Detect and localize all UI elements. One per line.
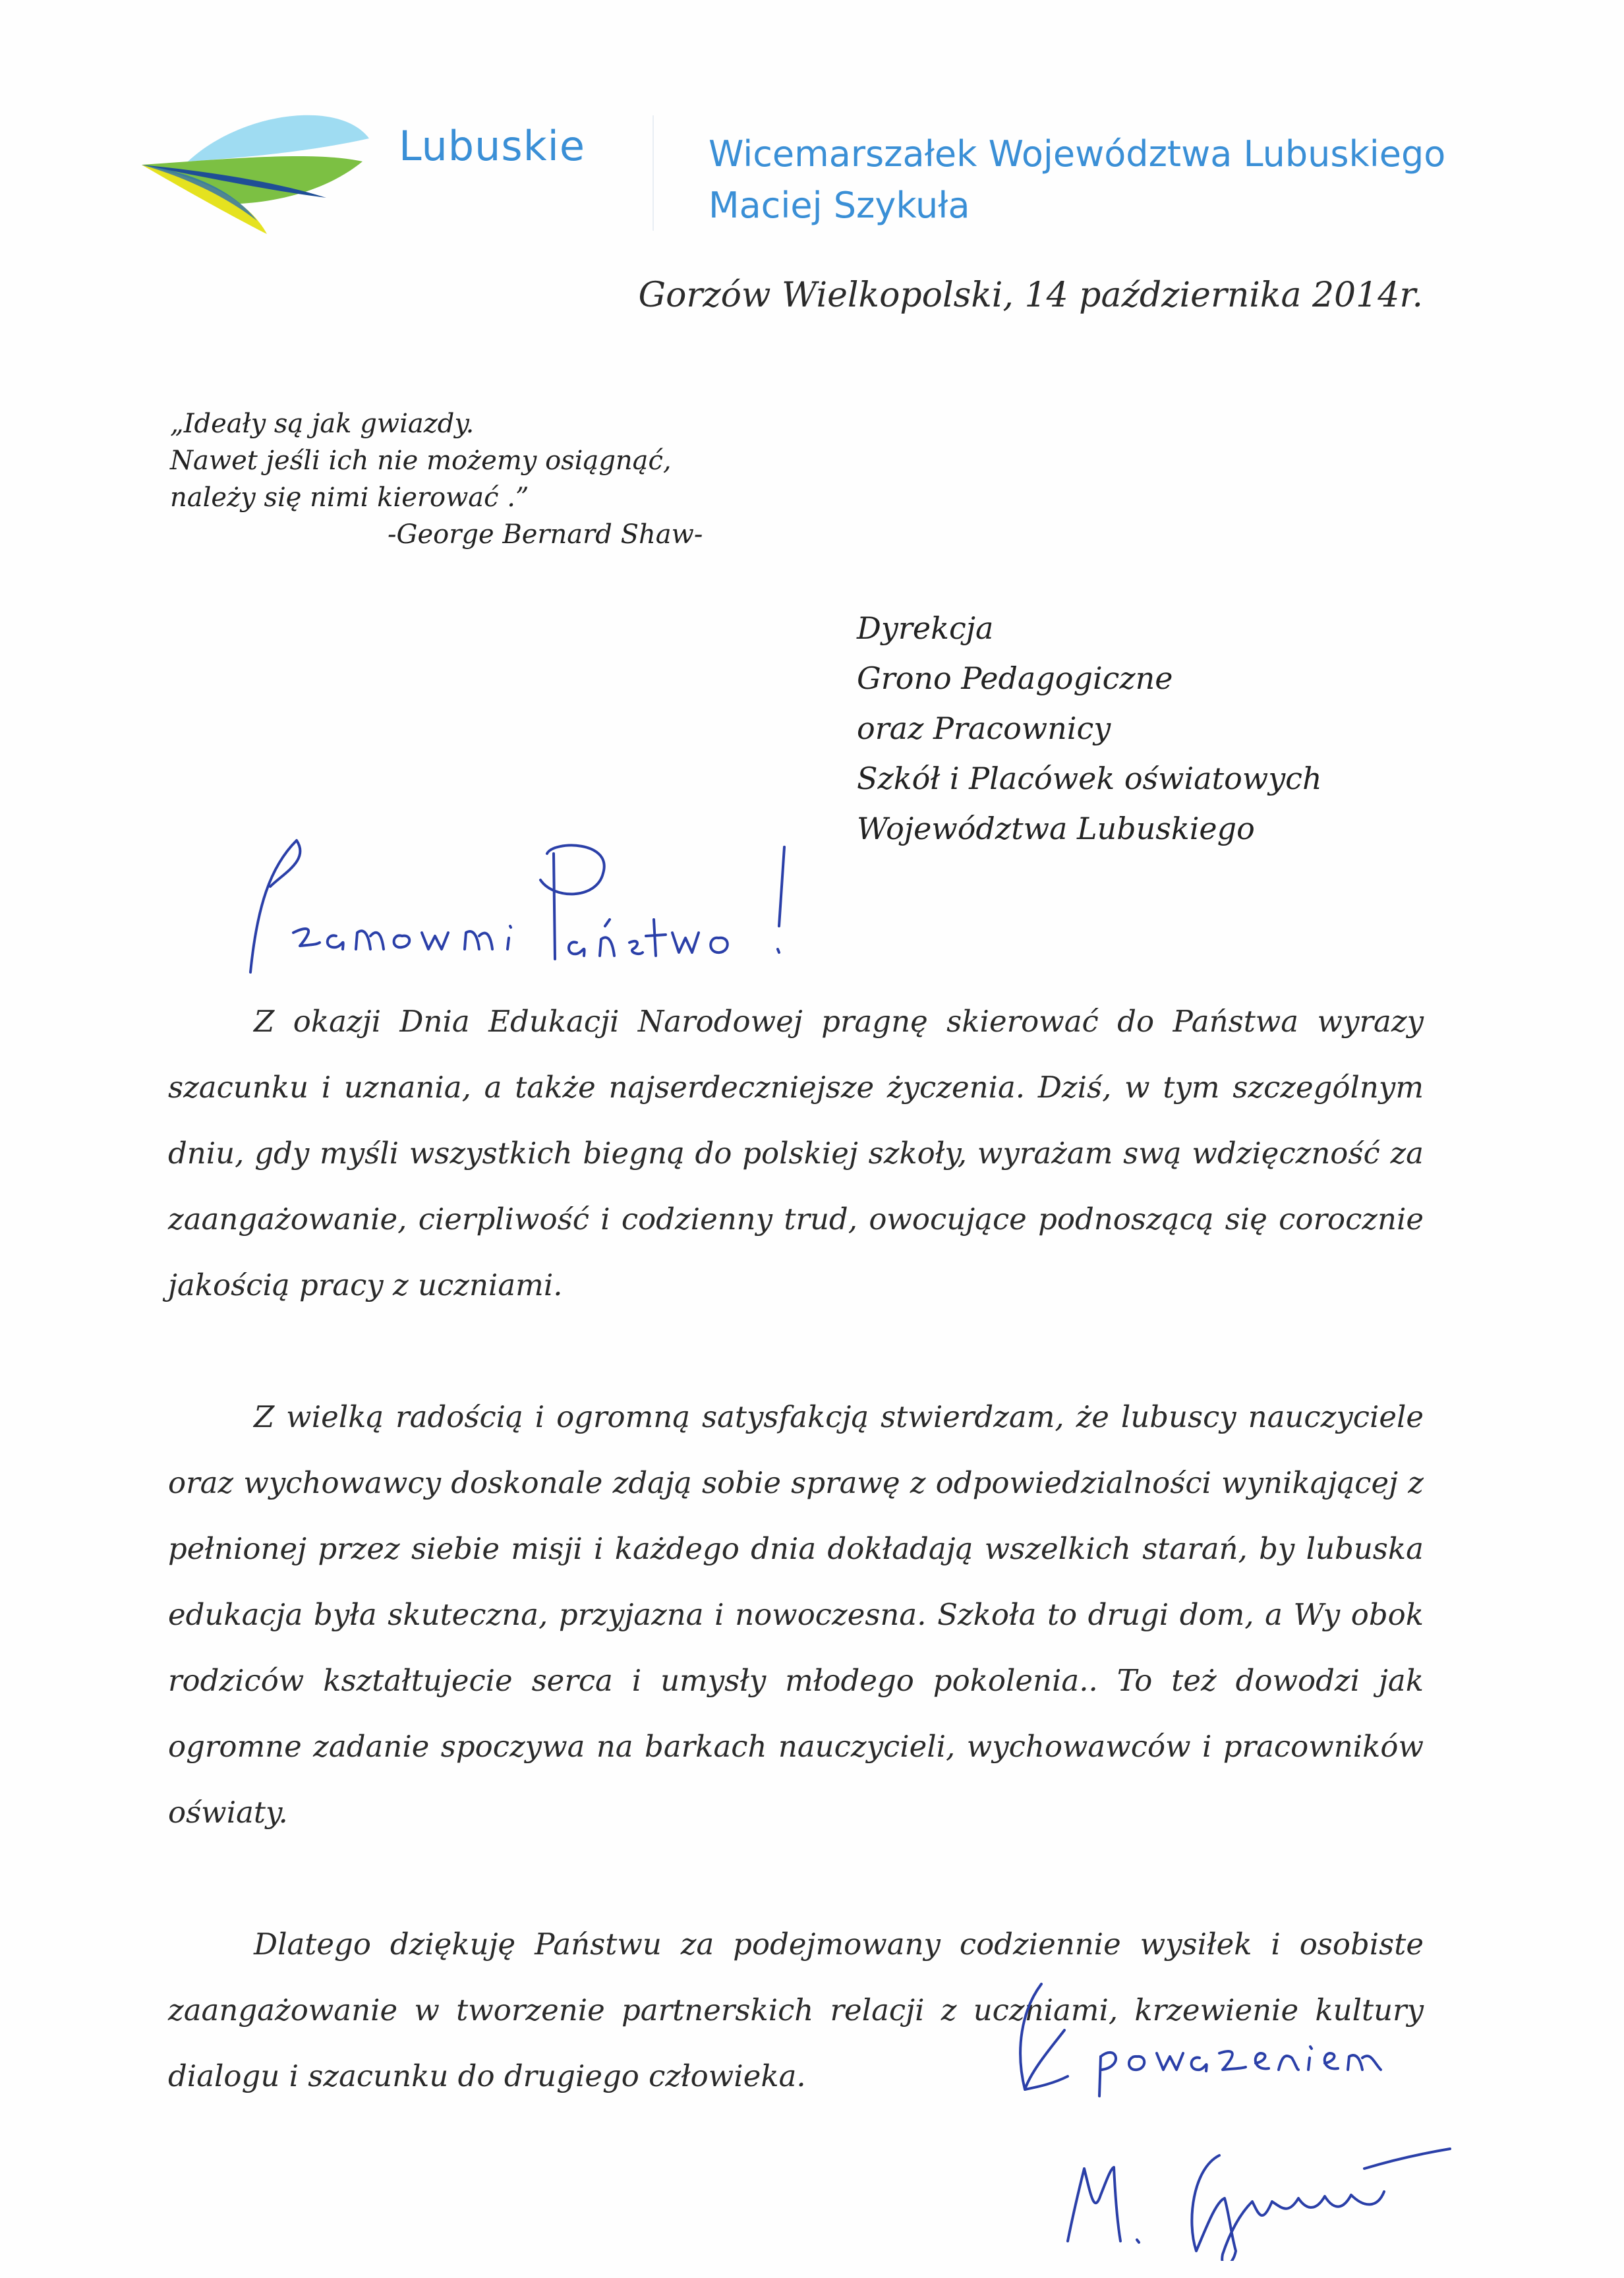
quote-line-3: należy się nimi kierować .” <box>170 482 529 513</box>
recipients-block <box>857 603 1322 854</box>
handwritten-closing <box>1002 1971 1463 2103</box>
office-title <box>709 129 1445 231</box>
body-paragraph-2: Z wielką radością i ogromną satysfakcją stwierdzam, że lubuscy nauczyciele oraz wychowawcy doskonale zdają sobie sprawę z odpowiedzialności wynikającej z pełnionej przez siebie misji i każdego dnia dokładają wszelkich starań, by lubuska edukacja była skuteczna, przyjazna i nowoczesna. Szkoła to drugi dom, a Wy obok rodziców kształtujecie serca i umysły młodego pokolenia.. To też dowodzi jak ogromne zadanie spoczywa na barkach nauczycieli, wychowawców i pracowników oświaty. <box>168 1399 1424 1830</box>
quote-author: -George Bernard Shaw- <box>388 519 703 550</box>
salutation-text: Szanowni Państwo! <box>244 827 250 828</box>
handwritten-salutation <box>244 827 837 979</box>
handwritten-signature <box>1055 2129 1463 2261</box>
body-paragraph-1: Z okazji Dnia Edukacji Narodowej pragnę skierować do Państwa wyrazy szacunku i uznania, a także najserdeczniejsze życzenia. Dziś, w tym szczególnym dniu, gdy myśli wszystkich biegną do polskiej szkoły, wyrażam swą wdzięczność za zaangażowanie, cierpliwość i codzienny trud, owocujące podnoszącą się corocznie jakością pracy z uczniami. <box>168 1004 1424 1302</box>
recipient-line: oraz Pracownicy <box>857 711 1111 746</box>
body-paragraph-3: Dlatego dziękuję Państwu za podejmowany codziennie wysiłek i osobiste zaangażowanie w tworzenie partnerskich relacji z uczniami, krzewienie kultury dialogu i szacunku do drugiego człowieka. <box>168 1927 1424 2093</box>
letter-date: Gorzów Wielkopolski, 14 października 2014r. <box>638 276 1423 315</box>
header-divider <box>652 115 654 231</box>
lubuskie-logo-icon <box>142 99 379 237</box>
brand-name: Lubuskie <box>399 122 585 170</box>
quote-line-1: „Ideały są jak gwiazdy. <box>170 409 475 439</box>
epigraph-quote <box>170 405 703 553</box>
recipient-line: Grono Pedagogiczne <box>857 660 1173 696</box>
office-line-1: Wicemarszałek Województwa Lubuskiego <box>709 133 1446 175</box>
recipient-line: Dyrekcja <box>857 610 994 646</box>
recipient-line: Szkół i Placówek oświatowych <box>857 761 1322 796</box>
quote-line-2: Nawet jeśli ich nie możemy osiągnąć, <box>170 446 672 476</box>
office-line-2: Maciej Szykuła <box>709 185 970 226</box>
recipient-line: Województwa Lubuskiego <box>857 811 1255 846</box>
